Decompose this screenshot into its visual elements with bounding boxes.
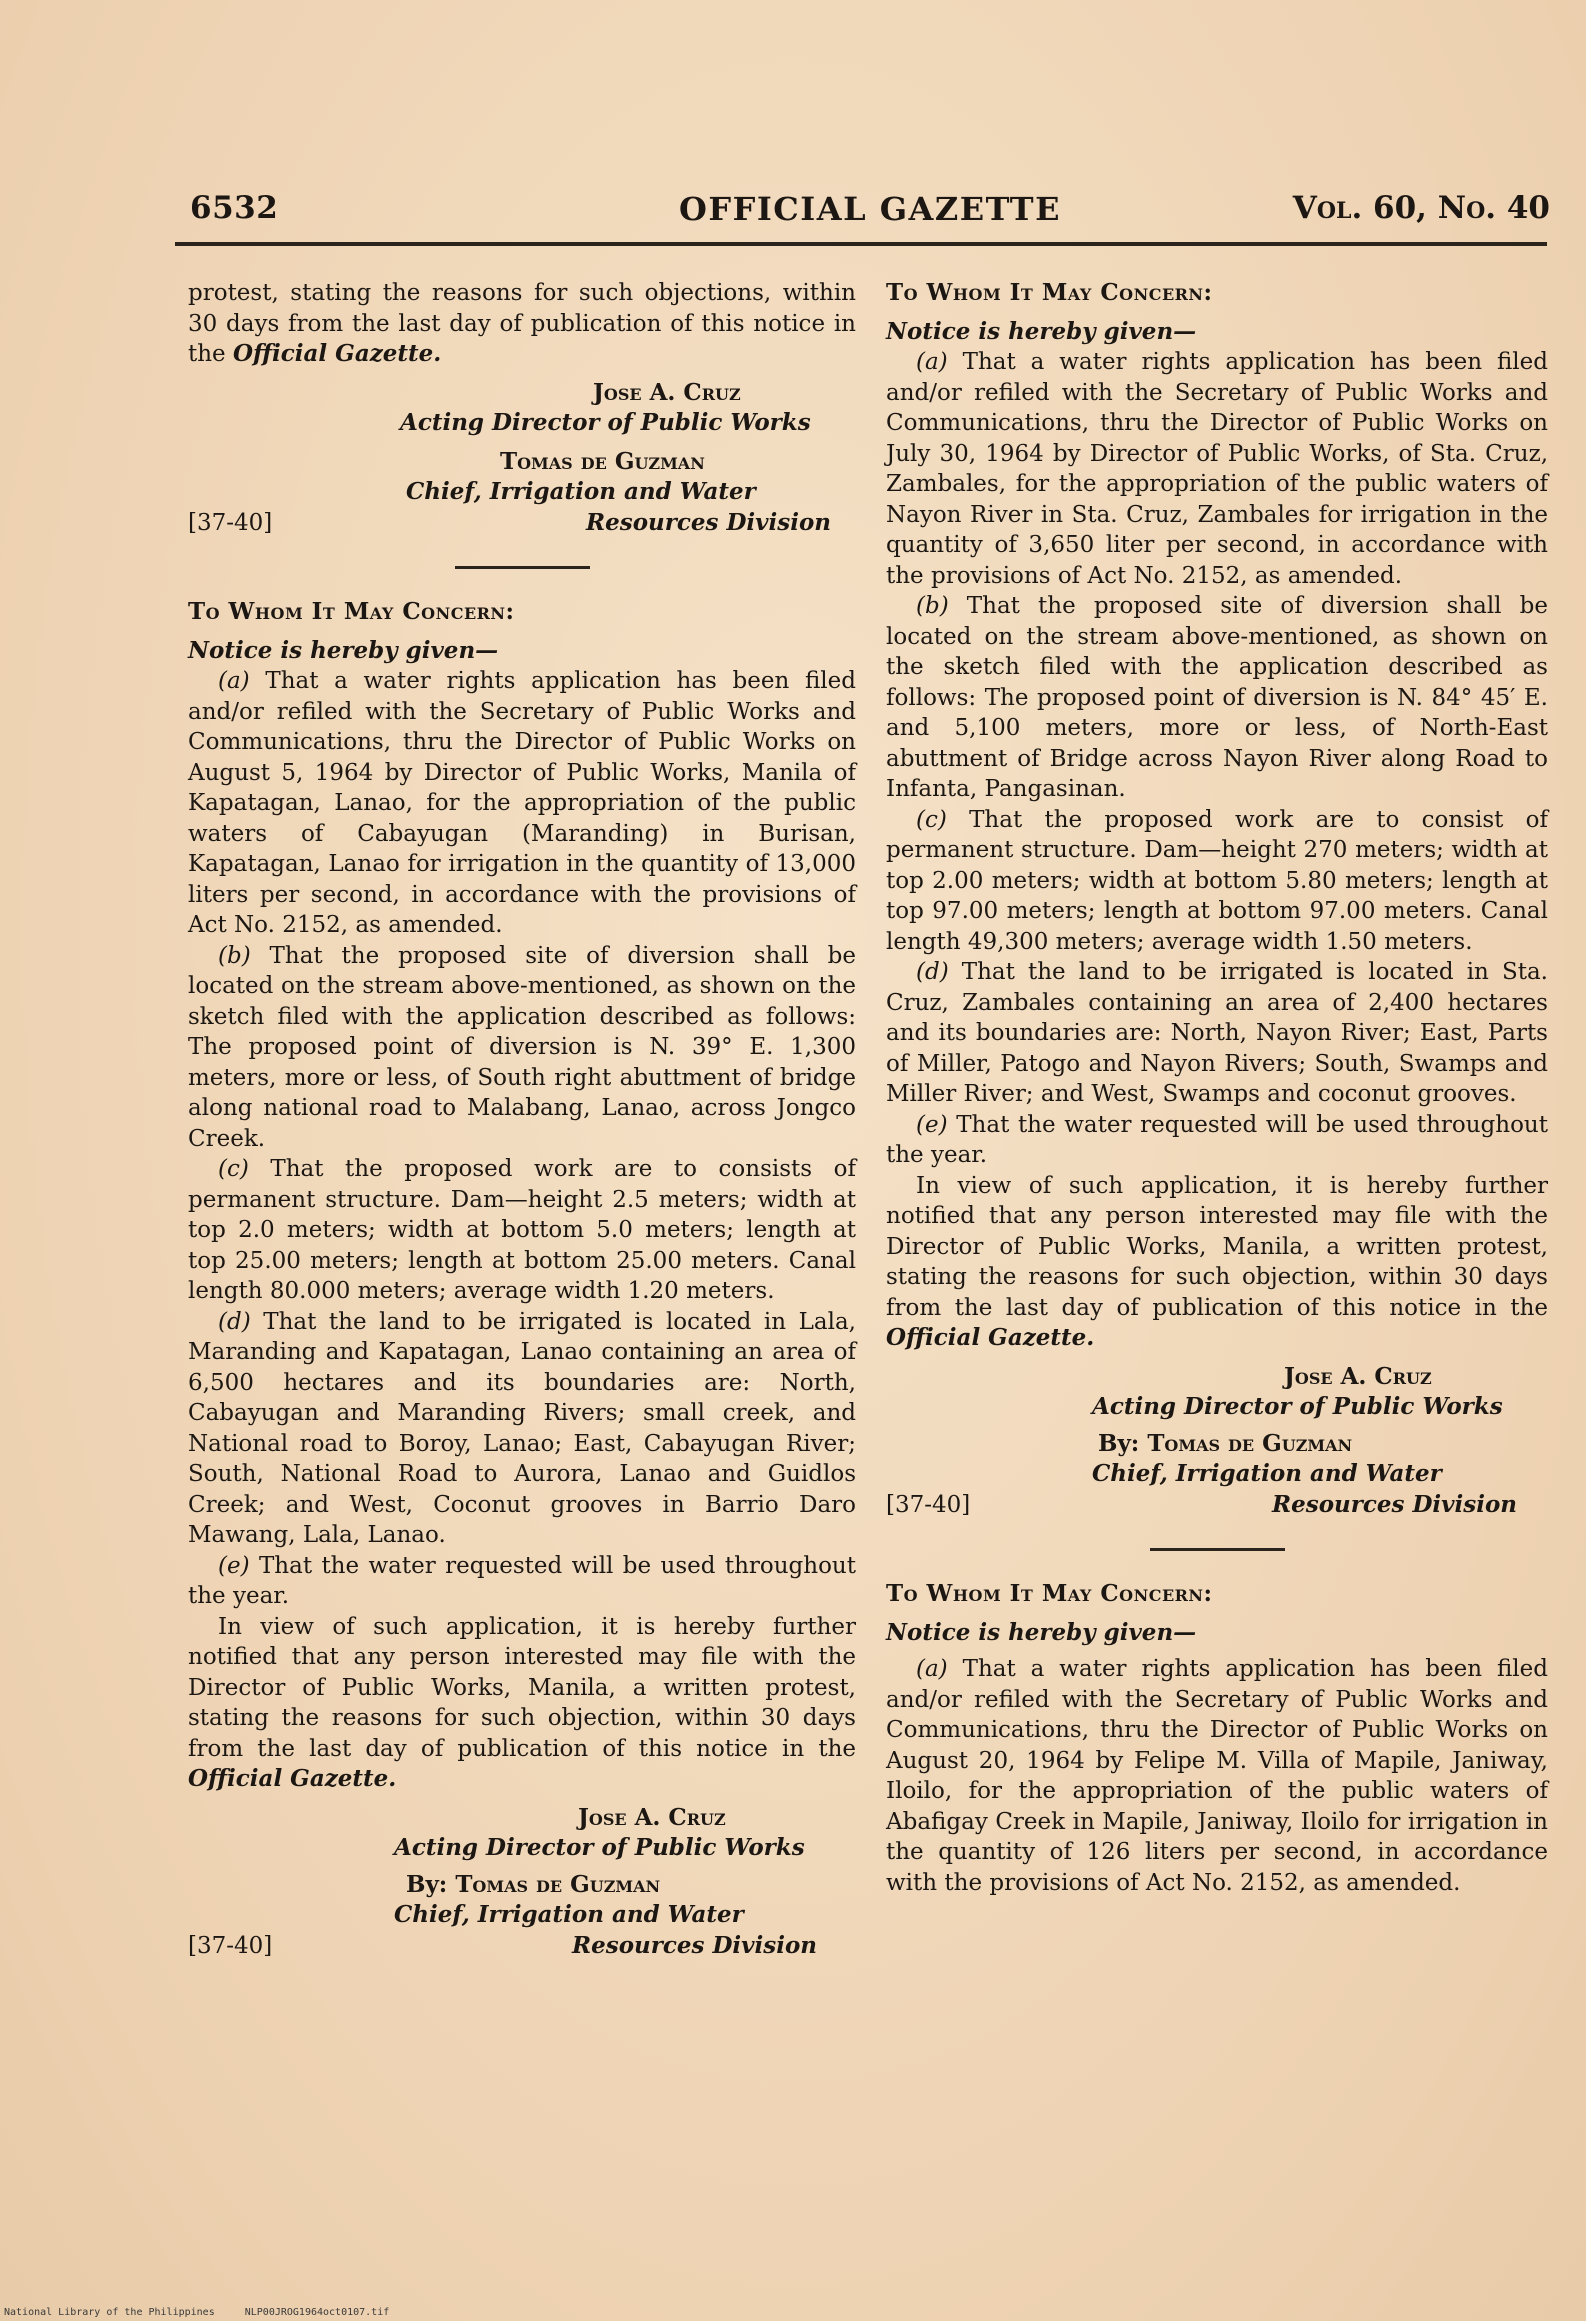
reference-number: [37-40] xyxy=(188,1932,273,1959)
para-text: That the proposed work are to consist of permanent structure. Dam—height 270 meters; width at top 2.00 meters; width at bottom 5.80 meters; length at top 97.00 meters; length at bottom 97.00 meters. Canal length 49,300 meters; average width 1.50 meters. xyxy=(886,806,1548,955)
para-label: (b) xyxy=(916,593,949,619)
notice-para-a xyxy=(188,666,856,941)
reference-number: [37-40] xyxy=(886,1491,971,1518)
notice-para-e xyxy=(188,1551,856,1612)
notice-para-a xyxy=(886,347,1548,591)
para-label: (e) xyxy=(916,1111,948,1138)
para-text: That the proposed site of diversion shall be located on the stream above-mentioned, as shown on the sketch filed with the application described as follows: The proposed point of diversion is N. 84° 45′ E. and 5,100 meters, more or less, of North-East abuttment of Bridge across Nayon River along Road to Infanta, Pangasinan. xyxy=(886,593,1548,802)
volume-number: Vol. 60, No. 40 xyxy=(1292,190,1550,226)
footer-file: NLP00JROG1964oct0107.tif xyxy=(244,2307,390,2318)
signature-block xyxy=(188,378,856,539)
page-number: 6532 xyxy=(190,190,279,226)
para-label: (e) xyxy=(218,1552,250,1579)
para-text: That a water rights application has been filed and/or refiled with the Secretary of Public Works and Communications, thru the Director of Public Works on August 20, 1964 by Felipe M. Villa of Mapile, Janiway, Iloilo, for the appropriation of the public waters of Abafigay Creek in Mapile, Janiway, Iloilo for irrigation in the quantity of 126 liters per second, in accordance with the provisions of Act No. 2152, as amended. xyxy=(886,1656,1548,1896)
signatory-title: Chief, Irrigation and Water xyxy=(1092,1460,1442,1487)
intro-paragraph xyxy=(188,278,856,370)
para-text: That the proposed work are to consists of permanent structure. Dam—height 2.5 meters; width at top 2.0 meters; width at bottom 5.0 meters; length at top 25.00 meters; length at bottom 25.00 meters. Canal length 80.000 meters; average width 1.20 meters. xyxy=(188,1156,856,1304)
left-column xyxy=(188,278,856,1961)
notice-para-d xyxy=(886,957,1548,1110)
para-label: (c) xyxy=(218,1156,249,1182)
signatory-title: Acting Director of Public Works xyxy=(394,1834,805,1861)
signatory-title: Acting Director of Public Works xyxy=(1092,1393,1503,1420)
notice-para-d xyxy=(188,1307,856,1551)
para-label: (a) xyxy=(218,668,250,694)
para-text: That the water requested will be used throughout the year. xyxy=(188,1552,856,1609)
signatory-name: Tomas de Guzman xyxy=(1147,1429,1353,1457)
signatory-title: Resources Division xyxy=(572,1931,818,1959)
signatory-title: Chief, Irrigation and Water xyxy=(394,1901,744,1928)
view-text: In view of such application, it is hereby further notified that any person interested may file with the Director of Public Works, Manila, a written protest, stating the reasons for such objection, within 30 days from the last day of publication of this notice in the xyxy=(886,1172,1548,1321)
signatory-name: Jose A. Cruz xyxy=(1284,1362,1432,1390)
gazette-ref: Official Gazette. xyxy=(886,1324,1095,1351)
signatory-title: Resources Division xyxy=(586,508,832,536)
signatory-title: Chief, Irrigation and Water xyxy=(406,478,756,505)
signatory-name: Jose A. Cruz xyxy=(578,1803,726,1831)
notice-heading: To Whom It May Concern: xyxy=(886,279,1213,306)
notice-para-c xyxy=(886,805,1548,958)
notice-view-paragraph xyxy=(188,1612,856,1795)
header-rule xyxy=(175,242,1547,246)
notice-para-a xyxy=(886,1654,1548,1898)
notice-intro: Notice is hereby given— xyxy=(188,636,499,664)
signatory-name: Tomas de Guzman xyxy=(455,1870,661,1898)
notice-para-b xyxy=(886,591,1548,805)
para-label: (a) xyxy=(916,349,948,375)
signatory-title: Resources Division xyxy=(1272,1490,1518,1518)
para-text: That a water rights application has been filed and/or refiled with the Secretary of Public Works and Communications, thru the Director of Public Works on July 30, 1964 by Director of Public Works, of Sta. Cruz, Zambales, for the appropriation of the public waters of Nayon River in Sta. Cruz, Zambales for irrigation in the quantity of 3,650 liter per second, in accordance with the provisions of Act No. 2152, as amended. xyxy=(886,349,1548,589)
by-line xyxy=(886,1429,1548,1460)
notice-heading: To Whom It May Concern: xyxy=(886,1580,1213,1607)
para-text: That the water requested will be used throughout the year. xyxy=(886,1111,1548,1168)
para-label: (c) xyxy=(916,806,947,833)
section-divider xyxy=(1150,1548,1285,1551)
para-text: That the proposed site of diversion shall be located on the stream above-mentioned, as shown on the sketch filed with the application described as follows: The proposed point of diversion is N. 39° E. 1,300 meters, more or less, of South right abuttment of bridge along national road to Malabang, Lanao, across Jongco Creek. xyxy=(188,942,856,1152)
para-text: That a water rights application has been filed and/or refiled with the Secretary of Public Works and Communications, thru the Director of Public Works on August 5, 1964 by Director of Public Works, Manila of Kapatagan, Lanao, for the appropriation of the public waters of Cabayugan (Maranding) in Burisan, Kapatagan, Lanao for irrigation in the quantity of 13,000 liters per second, in accordance with the provisions of Act No. 2152, as amended. xyxy=(188,668,856,938)
notice-heading: To Whom It May Concern: xyxy=(188,598,515,625)
notice-intro: Notice is hereby given— xyxy=(886,1618,1197,1646)
page-header xyxy=(190,190,1550,234)
signatory-name: Tomas de Guzman xyxy=(500,447,705,475)
para-text: That the land to be irrigated is located in Sta. Cruz, Zambales containing an area of 2,400 hectares and its boundaries are: North, Nayon River; East, Parts of Miller, Patogo and Nayon Rivers; South, Swamps and Miller River; and West, Swamps and coconut grooves. xyxy=(886,959,1548,1107)
para-label: (a) xyxy=(916,1656,948,1682)
notice-para-b xyxy=(188,941,856,1155)
notice-intro: Notice is hereby given— xyxy=(886,317,1197,345)
para-text: That the land to be irrigated is located in Lala, Maranding and Kapatagan, Lanao containing an area of 6,500 hectares and its boundaries are: North, Cabayugan and Maranding Rivers; small creek, and National road to Boroy, Lanao; East, Cabayugan River; South, National Road to Aurora, Lanao and Guidlos Creek; and West, Coconut grooves in Barrio Daro Mawang, Lala, Lanao. xyxy=(188,1308,856,1548)
intro-gazette: Official Gazette. xyxy=(232,340,442,367)
signatory-title: Acting Director of Public Works xyxy=(400,409,811,436)
signature-block xyxy=(188,1803,856,1962)
signature-block xyxy=(886,1362,1548,1521)
by-line xyxy=(188,1870,856,1901)
para-label: (d) xyxy=(218,1308,251,1335)
notice-para-e xyxy=(886,1110,1548,1171)
scan-footer xyxy=(4,2307,413,2318)
para-label: (d) xyxy=(916,959,949,985)
view-text: In view of such application, it is hereby further notified that any person interested may file with the Director of Public Works, Manila, a written protest, stating the reasons for such objection, within 30 days from the last day of publication of this notice in the xyxy=(188,1613,856,1762)
gazette-ref: Official Gazette. xyxy=(188,1765,397,1792)
by-label: By: xyxy=(406,1870,456,1898)
signatory-name: Jose A. Cruz xyxy=(593,378,741,406)
by-label: By: xyxy=(1098,1429,1148,1457)
reference-number: [37-40] xyxy=(188,509,273,536)
notice-para-c xyxy=(188,1154,856,1307)
footer-library: National Library of the Philippines xyxy=(4,2307,215,2318)
section-divider xyxy=(455,566,590,569)
intro-text: protest, stating the reasons for such objections, within 30 days from the last day of publication of this notice in the xyxy=(188,280,856,367)
right-column xyxy=(886,278,1548,1898)
notice-view-paragraph xyxy=(886,1171,1548,1354)
para-label: (b) xyxy=(218,942,251,969)
gazette-title: OFFICIAL GAZETTE xyxy=(679,190,1061,228)
